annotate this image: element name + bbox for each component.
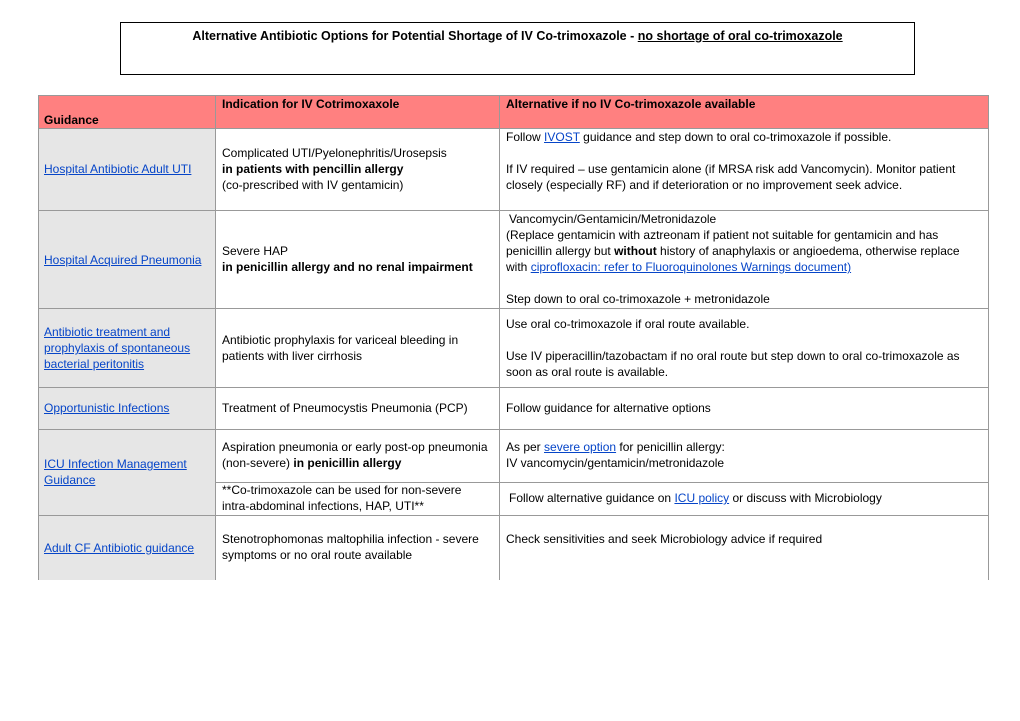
link-hospital-acquired-pneumonia[interactable]: Hospital Acquired Pneumonia xyxy=(44,253,202,267)
page-title xyxy=(121,29,914,43)
title-text: Alternative Antibiotic Options for Potential Shortage of IV Co-trimoxazole - xyxy=(192,29,638,43)
icu-indication-2: **Co-trimoxazole can be used for non-severe intra-abdominal infections, HAP, UTI** xyxy=(222,483,462,513)
hap-indication-line1: Severe HAP xyxy=(222,244,289,258)
icu-alt2-post: or discuss with Microbiology xyxy=(729,491,882,505)
hap-alt-line1: Vancomycin/Gentamicin/Metronidazole xyxy=(509,212,717,226)
link-ivost[interactable]: IVOST xyxy=(544,130,580,144)
icu-alt1-post: for penicillin allergy: xyxy=(616,440,725,454)
hap-alt-line3: Step down to oral co-trimoxazole + metronidazole xyxy=(506,292,770,306)
opp-indication: Treatment of Pneumocystis Pneumonia (PCP) xyxy=(222,401,468,415)
uti-alt-pre: Follow xyxy=(506,130,545,144)
icu-alternative-2 xyxy=(509,490,979,506)
title-box xyxy=(120,22,915,75)
icu-alternative-1 xyxy=(506,439,981,471)
link-ciprofloxacin-warnings[interactable]: ciprofloxacin: refer to Fluoroquinolones Warnings document) xyxy=(530,260,852,274)
uti-indication-line2: in patients with pencillin allergy xyxy=(222,162,404,176)
icu-alt1-pre: As per xyxy=(506,440,545,454)
hap-alt-line2b: history of anaphylaxis or angioedema, otherwise replace with xyxy=(506,244,960,274)
hap-indication xyxy=(222,243,497,275)
icu-indication-1 xyxy=(222,439,492,471)
link-severe-option[interactable]: severe option xyxy=(544,440,617,454)
header-alternative: Alternative if no IV Co-trimoxazole available xyxy=(506,97,756,111)
icu-ind1-bold: in penicillin allergy xyxy=(293,456,402,470)
opp-alternative: Follow guidance for alternative options xyxy=(506,401,711,415)
icu-alt2-pre: Follow alternative guidance on xyxy=(509,491,675,505)
sbp-indication: Antibiotic prophylaxis for variceal bleeding in patients with liver cirrhosis xyxy=(222,333,459,363)
hap-alternative xyxy=(506,211,981,307)
hap-indication-line2: in penicillin allergy and no renal impairment xyxy=(222,260,473,274)
hap-alt-bold: without xyxy=(614,244,657,258)
uti-indication xyxy=(222,145,492,193)
uti-indication-line3: (co-prescribed with IV gentamicin) xyxy=(222,178,404,192)
header-guidance: Guidance xyxy=(44,113,99,127)
uti-alt-post: guidance and step down to oral co-trimoxazole if possible. xyxy=(579,130,892,144)
link-opportunistic-infections[interactable]: Opportunistic Infections xyxy=(44,401,170,415)
uti-alt-para2: If IV required – use gentamicin alone (if MRSA risk add Vancomycin). Monitor patient closely (especially RF) and if deterioration or no improvement seek advice. xyxy=(506,162,956,192)
title-underlined: no shortage of oral co-trimoxazole xyxy=(637,29,843,43)
uti-indication-line1: Complicated UTI/Pyelonephritis/Urosepsis xyxy=(222,146,447,160)
link-icu-policy[interactable]: ICU policy xyxy=(674,491,730,505)
sbp-alternative xyxy=(506,316,981,380)
cf-alternative: Check sensitivities and seek Microbiology advice if required xyxy=(506,532,823,546)
hap-alt-line2a: (Replace gentamicin with aztreonam if patient not suitable for gentamicin and has penicillin allergy but xyxy=(506,228,939,258)
link-spontaneous-bacterial-peritonitis[interactable]: Antibiotic treatment and prophylaxis of spontaneous bacterial peritonitis xyxy=(44,325,191,371)
icu-ind1-pre: Aspiration pneumonia or early post-op pneumonia (non-severe) xyxy=(222,440,488,470)
sbp-alt-line2: Use IV piperacillin/tazobactam if no oral route but step down to oral co-trimoxazole as soon as oral route is available. xyxy=(506,349,960,379)
uti-alternative xyxy=(506,129,981,193)
link-icu-infection-management-guidance[interactable]: ICU Infection Management Guidance xyxy=(44,457,187,487)
cf-indication: Stenotrophomonas maltophilia infection - severe symptoms or no oral route available xyxy=(222,532,479,562)
link-hospital-antibiotic-adult-uti[interactable]: Hospital Antibiotic Adult UTI xyxy=(44,162,192,176)
icu-alt1-line2: IV vancomycin/gentamicin/metronidazole xyxy=(506,456,725,470)
link-adult-cf-antibiotic-guidance[interactable]: Adult CF Antibiotic guidance xyxy=(44,541,195,555)
sbp-alt-line1: Use oral co-trimoxazole if oral route available. xyxy=(506,317,750,331)
header-indication: Indication for IV Cotrimoxaxole xyxy=(222,97,400,111)
